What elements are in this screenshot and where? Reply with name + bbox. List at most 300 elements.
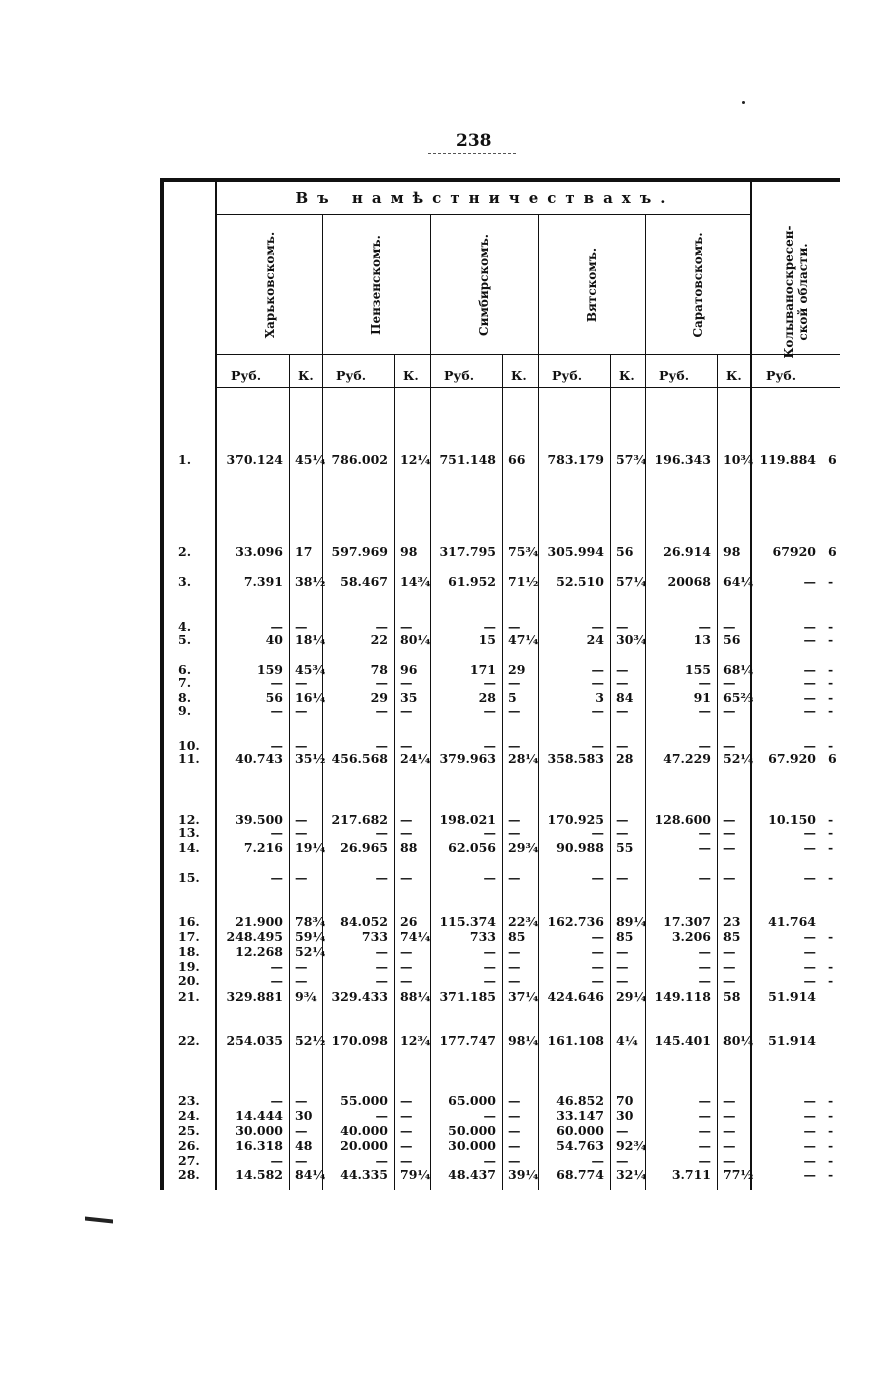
cell-rub: 41.764: [768, 914, 816, 929]
cell-rub: —: [803, 1153, 816, 1168]
cell-kop: -: [828, 675, 834, 690]
cell-kop: 30: [616, 1108, 634, 1123]
cell-kop: —: [508, 1153, 521, 1168]
cell-kop: -: [828, 690, 834, 705]
cell-rub: —: [803, 1138, 816, 1153]
cell-kop: -: [828, 703, 834, 718]
column-header: Саратовскомъ.: [690, 232, 705, 338]
cell-rub: 177.747: [439, 1033, 496, 1048]
column-header: Харьковскомъ.: [262, 231, 277, 339]
cell-rub: 58.467: [340, 574, 388, 589]
cell-rub: —: [698, 1093, 711, 1108]
kop-divider: [394, 354, 395, 1190]
cell-kop: 92¾: [616, 1138, 647, 1153]
cell-kop: —: [400, 703, 413, 718]
cell-rub: 196.343: [654, 452, 711, 467]
row-number: 18.: [178, 944, 200, 959]
cell-kop: —: [400, 1123, 413, 1138]
cell-kop: 26: [400, 914, 418, 929]
cell-rub: 60.000: [556, 1123, 604, 1138]
cell-kop: 98: [400, 544, 418, 559]
unit-rub: Руб.: [444, 368, 475, 383]
cell-kop: —: [295, 738, 308, 753]
cell-rub: —: [270, 1093, 283, 1108]
row-number: 10.: [178, 738, 200, 753]
row-number: 2.: [178, 544, 192, 559]
cell-kop: —: [723, 675, 736, 690]
cell-kop: —: [400, 1153, 413, 1168]
cell-kop: —: [723, 840, 736, 855]
row-number: 11.: [178, 751, 200, 766]
cell-rub: —: [375, 1108, 388, 1123]
cell-rub: —: [698, 840, 711, 855]
cell-rub: —: [591, 738, 604, 753]
cell-rub: 733: [469, 929, 496, 944]
cell-rub: —: [483, 738, 496, 753]
cell-kop: —: [508, 973, 521, 988]
cell-kop: 29¾: [508, 840, 539, 855]
cell-rub: —: [698, 1108, 711, 1123]
cell-kop: 56: [616, 544, 634, 559]
cell-kop: 77½: [723, 1167, 754, 1182]
cell-rub: —: [591, 973, 604, 988]
cell-kop: —: [508, 1123, 521, 1138]
cell-kop: —: [723, 1108, 736, 1123]
row-number: 27.: [178, 1153, 200, 1168]
unit-rub: Руб.: [552, 368, 583, 383]
cell-kop: 35: [400, 690, 418, 705]
row-number: 5.: [178, 632, 192, 647]
cell-kop: -: [828, 619, 834, 634]
cell-kop: 75¾: [508, 544, 539, 559]
cell-kop: -: [828, 1123, 834, 1138]
cell-rub: 29: [370, 690, 388, 705]
cell-rub: —: [375, 959, 388, 974]
cell-rub: 17.307: [663, 914, 711, 929]
cell-rub: —: [803, 738, 816, 753]
cell-kop: 35½: [295, 751, 326, 766]
cell-kop: 29: [508, 662, 526, 677]
cell-rub: —: [483, 675, 496, 690]
cell-rub: 7.216: [243, 840, 283, 855]
cell-kop: —: [295, 619, 308, 634]
cell-rub: —: [591, 675, 604, 690]
cell-rub: 78: [370, 662, 388, 677]
cell-kop: 52¼: [295, 944, 326, 959]
row-number: 4.: [178, 619, 192, 634]
cell-rub: 7.391: [243, 574, 283, 589]
kop-divider: [610, 354, 611, 1190]
cell-kop: 64¼: [723, 574, 754, 589]
cell-rub: 786.002: [331, 452, 388, 467]
cell-kop: —: [616, 870, 629, 885]
cell-kop: -: [828, 1167, 834, 1182]
cell-kop: -: [828, 812, 834, 827]
cell-kop: 65⅔: [723, 690, 754, 705]
cell-kop: 5: [508, 690, 517, 705]
row-number: 8.: [178, 690, 192, 705]
cell-rub: —: [803, 840, 816, 855]
cell-rub: —: [698, 1153, 711, 1168]
cell-kop: 12¼: [400, 452, 431, 467]
cell-rub: 48.437: [448, 1167, 496, 1182]
cell-rub: —: [698, 959, 711, 974]
cell-kop: 80¼: [723, 1033, 754, 1048]
cell-kop: —: [400, 944, 413, 959]
cell-kop: —: [295, 1123, 308, 1138]
cell-kop: 23: [723, 914, 741, 929]
page-number: 238: [456, 131, 492, 151]
cell-kop: -: [828, 1153, 834, 1168]
column-header: Симбирскомъ.: [477, 234, 491, 336]
cell-rub: —: [591, 959, 604, 974]
cell-rub: —: [270, 973, 283, 988]
cell-kop: —: [295, 825, 308, 840]
cell-rub: 751.148: [439, 452, 496, 467]
cell-rub: —: [375, 703, 388, 718]
cell-kop: -: [828, 1093, 834, 1108]
cell-kop: -: [828, 1138, 834, 1153]
row-number: 12.: [178, 812, 200, 827]
cell-rub: 456.568: [331, 751, 388, 766]
cell-kop: -: [828, 738, 834, 753]
cell-kop: 84¼: [295, 1167, 326, 1182]
cell-rub: —: [698, 675, 711, 690]
cell-kop: —: [508, 738, 521, 753]
cell-rub: —: [483, 870, 496, 885]
unit-kop: К.: [726, 368, 742, 383]
cell-rub: 424.646: [547, 989, 604, 1004]
cell-kop: 98: [723, 544, 741, 559]
cell-rub: —: [698, 1138, 711, 1153]
cell-rub: 162.736: [547, 914, 604, 929]
cell-rub: —: [698, 619, 711, 634]
cell-rub: 39.500: [235, 812, 283, 827]
cell-rub: 67920: [772, 544, 816, 559]
unit-rule: [217, 387, 840, 388]
unit-kop: К.: [298, 368, 314, 383]
cell-kop: —: [400, 973, 413, 988]
cell-kop: —: [295, 1093, 308, 1108]
row-number: 13.: [178, 825, 200, 840]
cell-rub: —: [483, 1108, 496, 1123]
cell-rub: —: [375, 944, 388, 959]
cell-kop: —: [723, 812, 736, 827]
cell-kop: —: [295, 870, 308, 885]
cell-kop: —: [723, 1138, 736, 1153]
group-title: Въ намѣстничествахъ.: [295, 189, 675, 207]
cell-kop: 55: [616, 840, 634, 855]
cell-kop: —: [508, 619, 521, 634]
row-number: 20.: [178, 973, 200, 988]
cell-rub: —: [591, 619, 604, 634]
unit-kop: К.: [619, 368, 635, 383]
cell-rub: 16.318: [235, 1138, 283, 1153]
cell-rub: 733: [361, 929, 388, 944]
cell-kop: —: [295, 959, 308, 974]
cell-rub: —: [803, 690, 816, 705]
cell-rub: —: [483, 703, 496, 718]
cell-kop: —: [723, 703, 736, 718]
cell-kop: —: [295, 973, 308, 988]
cell-kop: —: [400, 812, 413, 827]
cell-kop: -: [828, 632, 834, 647]
cell-rub: 61.952: [448, 574, 496, 589]
cell-kop: 6: [828, 452, 837, 467]
cell-rub: —: [375, 1153, 388, 1168]
cell-kop: 59¼: [295, 929, 326, 944]
cell-rub: —: [270, 870, 283, 885]
cell-rub: 50.000: [448, 1123, 496, 1138]
cell-rub: 33.096: [235, 544, 283, 559]
row-number: 9.: [178, 703, 192, 718]
kop-divider: [289, 354, 290, 1190]
cell-rub: 47.229: [663, 751, 711, 766]
cell-kop: 56: [723, 632, 741, 647]
cell-kop: 57¼: [616, 574, 647, 589]
cell-kop: —: [616, 662, 629, 677]
row-number: 14.: [178, 840, 200, 855]
cell-rub: 370.124: [226, 452, 283, 467]
cell-kop: —: [508, 1138, 521, 1153]
cell-kop: 52¼: [723, 751, 754, 766]
cell-rub: 161.108: [547, 1033, 604, 1048]
cell-rub: —: [698, 825, 711, 840]
cell-kop: —: [616, 675, 629, 690]
cell-rub: —: [375, 825, 388, 840]
cell-rub: —: [591, 944, 604, 959]
cell-rub: 329.433: [331, 989, 388, 1004]
cell-rub: 54.763: [556, 1138, 604, 1153]
cell-rub: 62.056: [448, 840, 496, 855]
cell-kop: -: [828, 574, 834, 589]
cell-kop: 22¾: [508, 914, 539, 929]
cell-rub: —: [483, 1153, 496, 1168]
cell-kop: 98¼: [508, 1033, 539, 1048]
row-number: 6.: [178, 662, 192, 677]
cell-kop: 39¼: [508, 1167, 539, 1182]
cell-rub: 51.914: [768, 1033, 816, 1048]
cell-rub: 51.914: [768, 989, 816, 1004]
cell-rub: —: [803, 1167, 816, 1182]
row-number: 21.: [178, 989, 200, 1004]
cell-rub: —: [803, 703, 816, 718]
row-number: 26.: [178, 1138, 200, 1153]
cell-rub: 217.682: [331, 812, 388, 827]
cell-rub: 28: [478, 690, 496, 705]
kop-divider: [502, 354, 503, 1190]
cell-rub: 91: [693, 690, 711, 705]
cell-rub: 68.774: [556, 1167, 604, 1182]
cell-rub: 26.965: [340, 840, 388, 855]
cell-kop: 12¾: [400, 1033, 431, 1048]
row-number: 15.: [178, 870, 200, 885]
cell-rub: 145.401: [654, 1033, 711, 1048]
cell-rub: —: [270, 738, 283, 753]
cell-rub: —: [803, 973, 816, 988]
cell-kop: 71½: [508, 574, 539, 589]
cell-kop: 45¼: [295, 452, 326, 467]
cell-rub: —: [803, 944, 816, 959]
cell-kop: —: [616, 738, 629, 753]
cell-rub: —: [803, 1108, 816, 1123]
cell-rub: 40: [265, 632, 283, 647]
cell-rub: 30.000: [235, 1123, 283, 1138]
cell-rub: —: [698, 1123, 711, 1138]
cell-rub: 26.914: [663, 544, 711, 559]
cell-rub: 198.021: [439, 812, 496, 827]
cell-kop: —: [508, 825, 521, 840]
cell-rub: 119.884: [759, 452, 816, 467]
cell-rub: —: [591, 1153, 604, 1168]
cell-kop: 32¼: [616, 1167, 647, 1182]
column-header: Вятскомъ.: [584, 247, 599, 323]
cell-rub: 10.150: [768, 812, 816, 827]
cell-kop: —: [508, 703, 521, 718]
cell-kop: —: [508, 1093, 521, 1108]
cell-kop: 16¼: [295, 690, 326, 705]
cell-rub: —: [270, 619, 283, 634]
cell-kop: 84: [616, 690, 634, 705]
cell-rub: 30.000: [448, 1138, 496, 1153]
cell-rub: 155: [684, 662, 711, 677]
cell-rub: —: [375, 870, 388, 885]
cell-kop: -: [828, 973, 834, 988]
cell-rub: 55.000: [340, 1093, 388, 1108]
cell-kop: 19¼: [295, 840, 326, 855]
kop-divider: [717, 354, 718, 1190]
cell-kop: -: [828, 1108, 834, 1123]
cell-rub: —: [483, 825, 496, 840]
cell-kop: —: [295, 1153, 308, 1168]
cell-kop: -: [828, 959, 834, 974]
row-number: 25.: [178, 1123, 200, 1138]
unit-rub: Руб.: [659, 368, 690, 383]
cell-kop: —: [508, 1108, 521, 1123]
cell-rub: 170.925: [547, 812, 604, 827]
cell-rub: —: [803, 825, 816, 840]
cell-kop: —: [723, 870, 736, 885]
cell-rub: 56: [265, 690, 283, 705]
cell-kop: 17: [295, 544, 313, 559]
cell-kop: 29¼: [616, 989, 647, 1004]
cell-rub: 46.852: [556, 1093, 604, 1108]
cell-rub: 128.600: [654, 812, 711, 827]
cell-kop: 57¾: [616, 452, 647, 467]
row-number: 16.: [178, 914, 200, 929]
cell-kop: 45¾: [295, 662, 326, 677]
cell-rub: —: [591, 662, 604, 677]
page-number-rule: [428, 153, 516, 154]
row-number: 1.: [178, 452, 192, 467]
cell-kop: —: [616, 812, 629, 827]
cell-rub: 159: [256, 662, 283, 677]
cell-rub: 305.994: [547, 544, 604, 559]
cell-rub: —: [270, 825, 283, 840]
cell-kop: 47¼: [508, 632, 539, 647]
cell-rub: —: [375, 619, 388, 634]
cell-kop: 79¼: [400, 1167, 431, 1182]
cell-rub: —: [375, 675, 388, 690]
cell-rub: —: [270, 703, 283, 718]
cell-kop: —: [400, 675, 413, 690]
cell-rub: 248.495: [226, 929, 283, 944]
cell-kop: —: [723, 1093, 736, 1108]
cell-rub: 379.963: [439, 751, 496, 766]
cell-kop: -: [828, 662, 834, 677]
cell-rub: —: [591, 870, 604, 885]
cell-kop: 6: [828, 544, 837, 559]
cell-rub: —: [483, 944, 496, 959]
cell-kop: —: [400, 738, 413, 753]
cell-rub: 20068: [667, 574, 711, 589]
table-left-border: [160, 178, 164, 1190]
cell-kop: —: [295, 703, 308, 718]
cell-kop: —: [723, 959, 736, 974]
cell-kop: 6: [828, 751, 837, 766]
cell-kop: -: [828, 840, 834, 855]
cell-kop: —: [400, 870, 413, 885]
cell-kop: 24¼: [400, 751, 431, 766]
cell-rub: —: [698, 738, 711, 753]
cell-kop: —: [400, 1093, 413, 1108]
cell-rub: —: [591, 825, 604, 840]
cell-kop: —: [616, 973, 629, 988]
cell-kop: 70: [616, 1093, 634, 1108]
cell-kop: —: [616, 959, 629, 974]
cell-rub: 12.268: [235, 944, 283, 959]
cell-rub: 783.179: [547, 452, 604, 467]
cell-rub: —: [270, 959, 283, 974]
cell-rub: 14.582: [235, 1167, 283, 1182]
speck: [742, 101, 745, 104]
cell-kop: 52½: [295, 1033, 326, 1048]
cell-kop: 68¼: [723, 662, 754, 677]
cell-kop: 9¾: [295, 989, 317, 1004]
cell-kop: —: [400, 959, 413, 974]
cell-rub: 24: [586, 632, 604, 647]
cell-rub: 115.374: [439, 914, 496, 929]
row-number: 28.: [178, 1167, 200, 1182]
cell-kop: 89¼: [616, 914, 647, 929]
cell-kop: —: [616, 1123, 629, 1138]
cell-kop: 48: [295, 1138, 313, 1153]
cell-rub: —: [375, 973, 388, 988]
row-number: 19.: [178, 959, 200, 974]
cell-kop: —: [295, 675, 308, 690]
cell-kop: —: [616, 619, 629, 634]
cell-kop: —: [723, 619, 736, 634]
cell-rub: —: [803, 675, 816, 690]
unit-rub: Руб.: [336, 368, 367, 383]
column-header: Колываноскресен- ской области.: [782, 225, 810, 359]
cell-rub: 52.510: [556, 574, 604, 589]
cell-kop: 74¼: [400, 929, 431, 944]
statistics-table: [160, 178, 840, 1190]
cell-rub: 84.052: [340, 914, 388, 929]
cell-rub: —: [270, 1153, 283, 1168]
cell-kop: 38½: [295, 574, 326, 589]
row-number: 7.: [178, 675, 192, 690]
cell-kop: —: [508, 870, 521, 885]
cell-kop: —: [508, 944, 521, 959]
cell-rub: —: [483, 959, 496, 974]
cell-kop: 85: [508, 929, 526, 944]
cell-kop: 58: [723, 989, 741, 1004]
cell-rub: 254.035: [226, 1033, 283, 1048]
unit-rub: Руб.: [231, 368, 262, 383]
cell-kop: 28¼: [508, 751, 539, 766]
